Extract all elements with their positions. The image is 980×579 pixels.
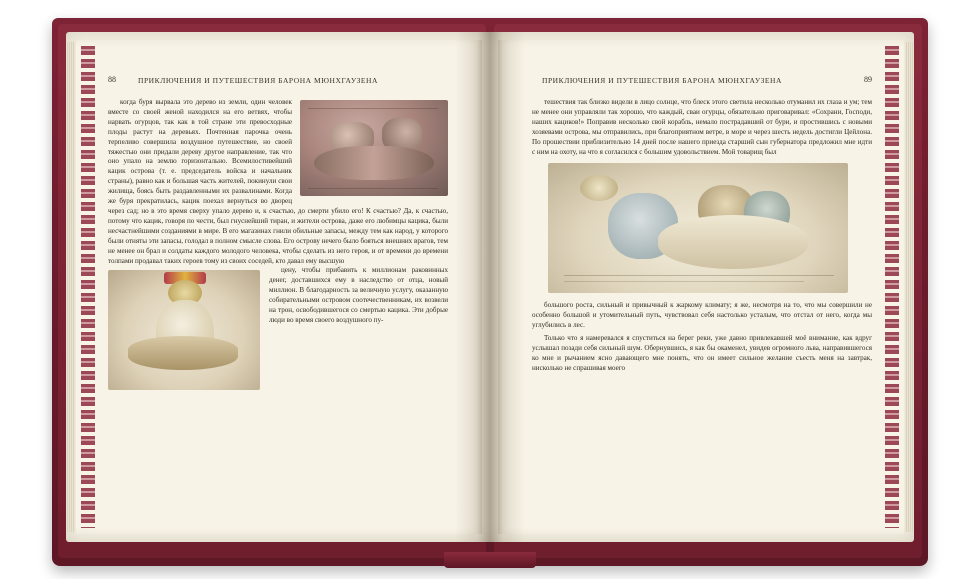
- page-edges-left: [66, 42, 75, 532]
- left-page-text-column: [108, 98, 448, 394]
- left-page: [76, 40, 482, 534]
- left-paragraph-2: цену, чтобы прибавить к миллионам раковинных денег, доставшихся ему в наследство от отца, новый миллион. В благодарность за величную услугу, оказанную собирательными островом соотечественникам, их возвели на трон, освободившегося со смертью кацика. Эти добрые люди во время своего воздушного пу-: [269, 266, 448, 324]
- page-ornament-border-left: [81, 46, 95, 528]
- page-block: [66, 32, 914, 542]
- riverbank-figures-vignette: [548, 163, 848, 293]
- page-ornament-border-right: [885, 46, 899, 528]
- right-page-text-column: [532, 98, 872, 374]
- running-head-right: ПРИКЛЮЧЕНИЯ И ПУТЕШЕСТВИЯ БАРОНА МЮНХГАУЗЕНА: [542, 76, 782, 85]
- page-edges-right: [905, 42, 914, 532]
- page-number-left: 88: [108, 75, 116, 84]
- crowned-cacique-vignette: [108, 270, 260, 390]
- right-paragraph-1: тешествия так близко видели в лицо солнце, что блеск этого светила несколько отуманил их глаза и ум; тем не менее они управляли так хорошо, что каждый, сваи огурцы, обязательно приговаривал: «Сохрани, Господи, наших кациков!» Поправив несколько свой корабль, немало пострадавший от бури, и простившись с новыми хозяевами острова, мы отправились, при благоприятном ветре, в море и через шесть недель достигли Цейлона. По прошествии приблизительно 14 дней после нашего приезда старший сын губернатора предложил мне идти с ним на охоту, на что я согласился с большим удовольствием. Мой товарищ был: [532, 98, 872, 156]
- spine-tab: [444, 552, 536, 568]
- open-book: [52, 18, 928, 566]
- page-number-right: 89: [864, 75, 872, 84]
- left-paragraph-1: когда буря вырвала это дерево из земли, один человек вместе со своей женой находился на его ветвях, чтобы нарвать огурцов, так как в той стране эти превосходные плоды растут на деревьях. Почтенная парочка очень терпеливо совершила воздушное путешествие, но своей тяжестью они придали дереву другое направление, так что оно упало на землю горизонтально. Всемилостивейший кацик острова (т. е. председатель войска и начальник страны), равно как и большая часть жителей, покинули свои жилища, боясь быть раздавленными их развалинами. Когда же буря прекратилась, кацик поехал вернуться во дворец через сад; но в это время сверху упало дерево и, к счастью, до смерти убило его! К счастью? Да, к счастью, потому что кацик, говоря по чести, был гнуснейший тиран, и жители острова, даже его любимцы кацика, были несчастнейшими созданиями в мире. В его магазинах гнили обильные запасы, между тем как народ, у которого были отняты эти запасы, голодал в полном смысле слова. Его острову нечего было бояться внешних врагов, тем не менее он брал и солдаты каждого молодого человека, чтобы сделать из него героя, и от времени до времени толпами продавал таких героев тому из своих соседей, кто давал ему высшую: [108, 98, 448, 265]
- right-paragraph-2: большого роста, сильный и привычный к жаркому климату; я же, несмотря на то, что мы совершили не особенно большой и утомительный путь, чувствовал себя настолько усталым, что отстал от него, когда мы углубились в лес.: [532, 301, 872, 330]
- tumbling-figures-vignette: [300, 100, 448, 196]
- running-head-left: ПРИКЛЮЧЕНИЯ И ПУТЕШЕСТВИЯ БАРОНА МЮНХГАУЗЕНА: [138, 76, 378, 85]
- right-page: [498, 40, 904, 534]
- right-paragraph-3: Только что я намеревался я спуститься на берег реки, уже давно привлекавшей моё внимание, как вдруг услышал позади себя сильный шум. Обернувшись, я как бы окаменел, увидев огромного льва, направившегося ко мне и рычанием ясно давающего мне понять, что он имеет сильное желание съесть меня на завтрак, нисколько не спрашивая моего: [532, 334, 872, 372]
